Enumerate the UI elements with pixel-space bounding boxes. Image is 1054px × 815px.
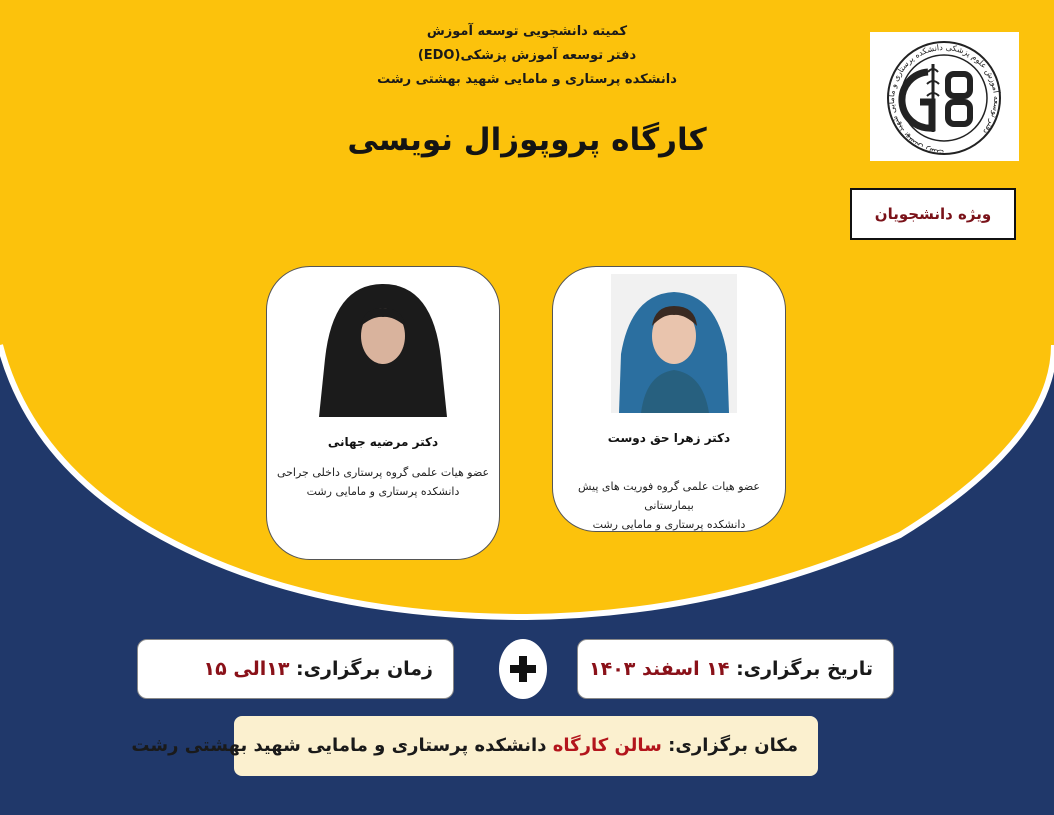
speaker-name: دکتر مرضیه جهانی xyxy=(327,435,439,449)
organizer-header xyxy=(300,20,754,92)
speaker-name: دکتر زهرا حق دوست xyxy=(607,431,731,445)
speaker-role: عضو هیات علمی گروه فوریت های پیش بیمارستانی xyxy=(578,480,760,512)
date-box xyxy=(577,639,894,699)
edo-logo-icon xyxy=(870,32,1019,161)
place-value: دانشکده پرستاری و مامایی شهید بهشتی رشت xyxy=(131,735,547,756)
speaker-description xyxy=(267,463,499,501)
office-name: دفتر توسعه آموزش پزشکی(EDO) xyxy=(417,48,637,63)
date-value: ۱۴ اسفند ۱۴۰۳ xyxy=(589,658,730,680)
speaker-description xyxy=(553,477,785,534)
time-box xyxy=(137,639,454,699)
plus-icon xyxy=(499,639,547,699)
date-label: تاریخ برگزاری: xyxy=(736,658,873,680)
audience-badge: ویژه دانشجویان xyxy=(850,188,1016,240)
logo-ring-text: دفتر توسعه آموزش علوم پزشکی دانشکده پرستاری و مامایی شهید بهشتی رشت xyxy=(887,42,1002,158)
committee-name: کمیته دانشجویی توسعه آموزش xyxy=(426,24,628,39)
time-label: زمان برگزاری: xyxy=(296,658,433,680)
speaker-role: عضو هیات علمی گروه پرستاری داخلی جراحی xyxy=(276,466,490,479)
speaker-card xyxy=(266,266,500,560)
place-label: مکان برگزاری: xyxy=(668,735,798,756)
speaker-affiliation: دانشکده پرستاری و مامایی رشت xyxy=(306,485,460,498)
time-value: ۱۳الی ۱۵ xyxy=(203,658,290,680)
speaker-photo xyxy=(611,274,737,413)
speaker-affiliation: دانشکده پرستاری و مامایی رشت xyxy=(592,518,746,531)
place-box xyxy=(131,716,818,776)
place-highlight: سالن کارگاه xyxy=(552,735,662,756)
speaker-photo xyxy=(317,274,449,417)
workshop-title: کارگاه پروپوزال نویسی xyxy=(347,122,707,158)
faculty-name: دانشکده پرستاری و مامایی شهید بهشتی رشت xyxy=(377,72,677,87)
speaker-card xyxy=(552,266,786,532)
